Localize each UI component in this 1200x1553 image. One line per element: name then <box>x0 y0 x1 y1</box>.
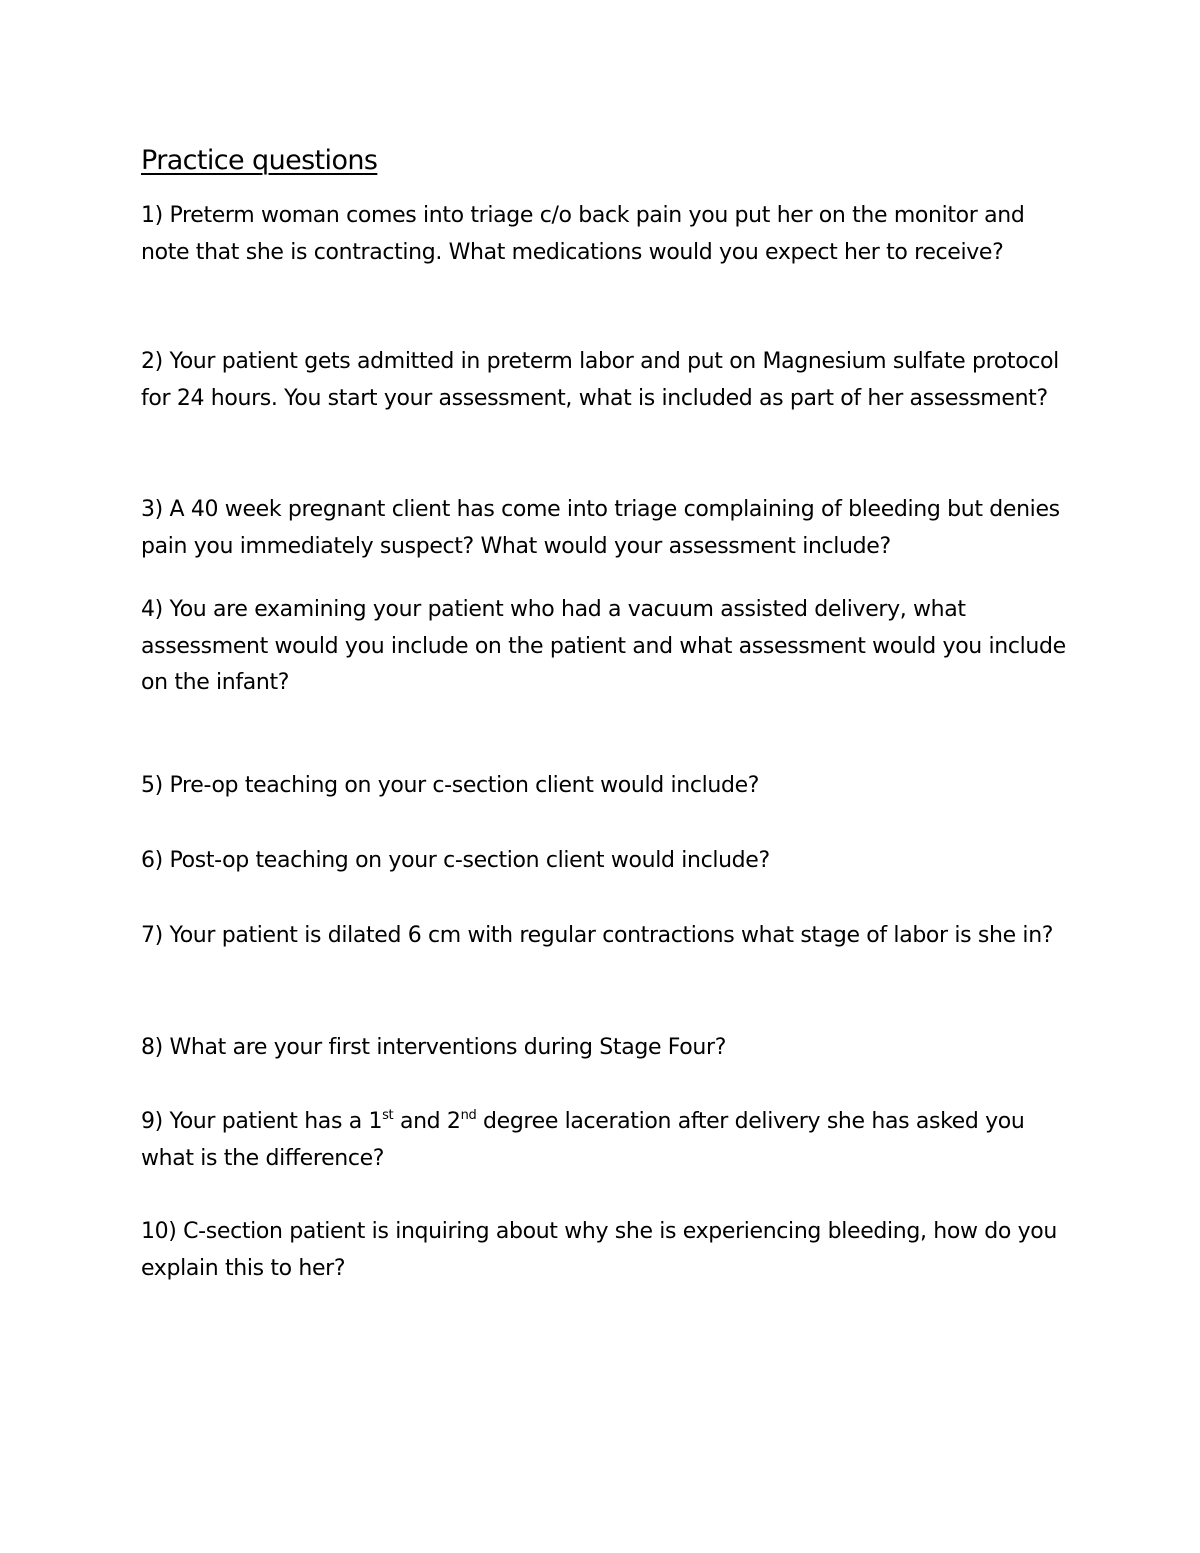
superscript-nd: nd <box>460 1108 477 1123</box>
question-9-part-2: and 2 <box>393 1109 461 1134</box>
question-8: 8) What are your first interventions during Stage Four? <box>141 1035 727 1060</box>
question-5: 5) Pre-op teaching on your c-section client would include? <box>141 773 760 798</box>
superscript-st: st <box>382 1108 394 1123</box>
question-9 <box>141 1104 1071 1177</box>
question-9-part-3: degree laceration after delivery she has asked you what is the difference? <box>141 1109 1025 1171</box>
question-6: 6) Post-op teaching on your c-section client would include? <box>141 848 770 873</box>
question-4: 4) You are examining your patient who had a vacuum assisted delivery, what assessment would you include on the patient and what assessment would you include on the infant? <box>141 597 1066 695</box>
page-title: Practice questions <box>141 145 378 176</box>
question-1: 1) Preterm woman comes into triage c/o back pain you put her on the monitor and note that she is contracting. What medications would you expect her to receive? <box>141 203 1025 265</box>
question-7: 7) Your patient is dilated 6 cm with regular contractions what stage of labor is she in? <box>141 923 1054 948</box>
question-9-part-1: 9) Your patient has a 1 <box>141 1109 383 1134</box>
question-3: 3) A 40 week pregnant client has come into triage complaining of bleeding but denies pain you immediately suspect? What would your assessment include? <box>141 497 1060 559</box>
question-10: 10) C-section patient is inquiring about why she is experiencing bleeding, how do you explain this to her? <box>141 1219 1058 1281</box>
question-2: 2) Your patient gets admitted in preterm labor and put on Magnesium sulfate protocol for 24 hours. You start your assessment, what is included as part of her assessment? <box>141 349 1059 411</box>
